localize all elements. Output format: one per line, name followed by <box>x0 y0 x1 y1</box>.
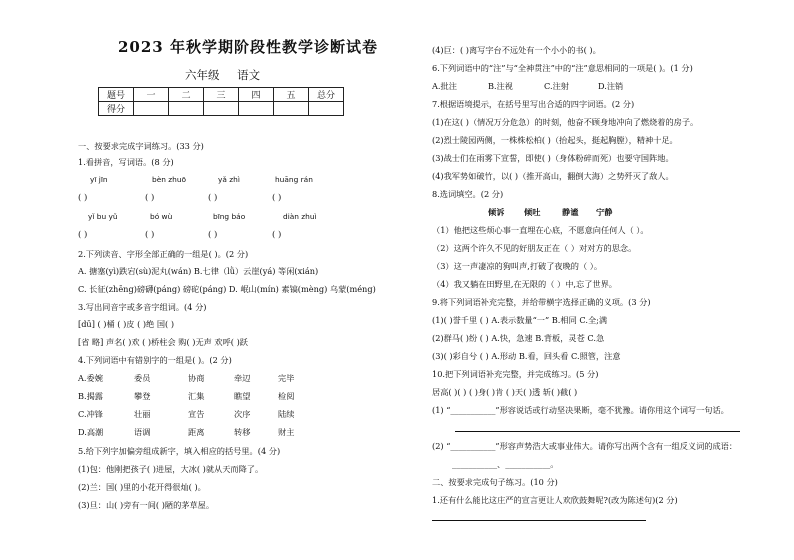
pinyin-7: bīng báo <box>213 212 246 221</box>
question-7-item-1: (1)在这( )（情况万分危急）的时刻，他奋不顾身地冲向了燃烧着的房子。 <box>432 117 699 127</box>
score-header-cell: 三 <box>204 88 239 102</box>
pinyin-4: huāng rán <box>275 175 313 184</box>
word: 牵辺 <box>234 373 251 383</box>
answer-paren[interactable]: ( ) <box>208 193 218 203</box>
question-3-row-1: [dū] ( )桶 ( )皮 ( )绝 国( ) <box>78 319 175 329</box>
question-5: 5.给下列字加偏旁组成新字，填入相应的括号里。(4 分) <box>78 446 281 456</box>
score-cell[interactable] <box>169 102 204 116</box>
question-10-item-2: (2) “___________”形容声势浩大或事业伟大。请你写出两个含有一组反义词的成语： <box>432 441 738 451</box>
answer-paren[interactable]: ( ) <box>78 193 88 203</box>
score-cell[interactable] <box>134 102 169 116</box>
question-7-item-2: (2)烈士陵园两侧，一株株松柏( )（抬起头，挺起胸膛），精神十足。 <box>432 135 678 145</box>
word: D.高潮 <box>78 427 104 437</box>
question-10: 10.把下列词语补充完整，并完成练习。(5 分) <box>432 369 599 379</box>
word: B.揭露 <box>78 391 103 401</box>
word: 财主 <box>278 427 295 437</box>
word-bank-item: 倾诉 <box>488 207 505 217</box>
word: 次序 <box>234 409 251 419</box>
word: 汇集 <box>188 391 205 401</box>
pinyin-1: yī jīn <box>90 175 108 184</box>
word: 语调 <box>134 427 151 437</box>
score-header-cell: 总分 <box>309 88 344 102</box>
question-10-answer: ___________、___________。 <box>452 459 559 469</box>
word: 距离 <box>188 427 205 437</box>
answer-line[interactable] <box>455 430 740 432</box>
question-4-words <box>78 373 398 453</box>
question-5-item-2: (2)兰：国( )里的小花开得很灿( )。 <box>78 482 206 492</box>
word: A.委婉 <box>78 373 103 383</box>
question-2-option-ab: A. 搪塞(yì)跌宕(sù)泥丸(wán) B.七律（lǜ）云崖(yá) 等闲(xián) <box>78 266 319 276</box>
question-7-item-3: (3)战士们在雨雾下宣誓，即使( )（身体粉碎而死）也要守国阵地。 <box>432 153 674 163</box>
score-cell[interactable] <box>204 102 239 116</box>
question-7-item-4: (4)我军势如破竹，以( )（推开高山，翻倒大海）之势歼灭了敌人。 <box>432 171 674 181</box>
question-5-item-3: (3)旦：山( )旁有一间( )陋的茅草屋。 <box>78 500 215 510</box>
question-8-item-1: （1）他把这些烦心事一直埋在心底，不愿意向任何人（ ）。 <box>432 225 649 235</box>
score-header-cell: 一 <box>134 88 169 102</box>
score-table-header-row <box>99 88 344 102</box>
question-8-item-4: （4）我又躺在田野里,在无限的（ ）中,忘了世界。 <box>432 279 617 289</box>
question-1: 1.看拼音，写词语。(8 分) <box>78 157 174 167</box>
option-c[interactable]: C.注射 <box>544 81 569 91</box>
word: 宣告 <box>188 409 205 419</box>
question-4: 4.下列词语中有错别字的一组是( )。(2 分) <box>78 355 232 365</box>
option-b[interactable]: B.注视 <box>488 81 513 91</box>
score-cell[interactable] <box>274 102 309 116</box>
answer-paren[interactable]: ( ) <box>208 230 218 240</box>
question-7: 7.根据语境提示，在括号里写出合适的四字词语。(2 分) <box>432 99 635 109</box>
question-8-word-bank <box>488 207 688 219</box>
score-header-cell: 二 <box>169 88 204 102</box>
score-header-cell: 四 <box>239 88 274 102</box>
word-bank-item: 宁静 <box>596 207 613 217</box>
score-cell[interactable] <box>239 102 274 116</box>
question-8: 8.选词填空。(2 分) <box>432 189 504 199</box>
answer-paren[interactable]: ( ) <box>272 230 282 240</box>
score-header-cell: 五 <box>274 88 309 102</box>
word-bank-item: 倾吐 <box>524 207 541 217</box>
question-3: 3.写出同音字或多音字组词。(4 分) <box>78 302 207 312</box>
pinyin-2: bèn zhuō <box>152 175 187 184</box>
word: 完毕 <box>278 373 295 383</box>
question-6: 6.下列词语中的“注”与“全神贯注”中的“注”意思相同的一项是( )。(1 分) <box>432 63 693 73</box>
answer-paren[interactable]: ( ) <box>145 230 155 240</box>
question-6-options <box>432 81 762 93</box>
pinyin-3: yǎ zhì <box>218 175 240 184</box>
sentence-question-1: 1.还有什么能比这庄严的宣言更让人欢欣鼓舞呢?(改为陈述句)(2 分) <box>432 495 678 505</box>
pinyin-8: diàn zhuì <box>283 212 317 221</box>
pinyin-6: bó wù <box>150 212 173 221</box>
word: 陆续 <box>278 409 295 419</box>
word: 攀登 <box>134 391 151 401</box>
option-a[interactable]: A.批注 <box>432 81 457 91</box>
word-bank-item: 静谧 <box>562 207 579 217</box>
question-2: 2.下列读音、字形全部正确的一组是( )。(2 分) <box>78 249 249 259</box>
question-2-option-cd: C. 长征(zhēng)磅礴(páng) 磅砣(páng) D. 岷山(mín) 素镐(mèng) 乌蒙(méng) <box>78 284 376 294</box>
word: 壮丽 <box>134 409 151 419</box>
word: 委员 <box>134 373 151 383</box>
question-9-item-1: (1)( )誉千里 ( ) A.表示数量“一” B.相同 C.全;满 <box>432 315 608 325</box>
answer-paren[interactable]: ( ) <box>78 230 88 240</box>
question-3-row-2: [省 略] 声名( )欢 ( )桥柱会 购( )无声 欢呼( )跃 <box>78 337 248 347</box>
option-d[interactable]: D.注销 <box>598 81 624 91</box>
pinyin-5: yǐ bu yǔ <box>88 212 118 221</box>
word: 协商 <box>188 373 205 383</box>
question-10-item-1: (1) “___________”形容说话或行动坚决果断，毫不犹豫。请你用这个词写一句话。 <box>432 405 729 415</box>
word: 检阅 <box>278 391 295 401</box>
section-1-heading: 一、按要求完成字词练习。(33 分) <box>78 141 204 151</box>
question-5-item-4: (4)巨：( )离写字台不远处有一个小小的书( )。 <box>432 45 601 55</box>
question-8-item-2: （2）这两个许久不见的好朋友正在（ ）对对方的思念。 <box>432 243 637 253</box>
score-table <box>98 87 344 116</box>
score-header-cell: 题号 <box>99 88 134 102</box>
score-cell[interactable] <box>309 102 344 116</box>
question-9-item-3: (3)( )彩自兮 ( ) A.形动 B.看，回头看 C.照管，注意 <box>432 351 621 361</box>
exam-subtitle: 六年级 语文 <box>185 68 261 82</box>
word: 转移 <box>234 427 251 437</box>
word: 瞧望 <box>234 391 251 401</box>
question-8-item-3: （3）这一声凄凉的狗叫声,打破了夜晚的（ ）。 <box>432 261 603 271</box>
question-10-idioms: 居高( )( ) ( )身( )肯 ( )天( )透 斩( )截( ) <box>432 387 578 397</box>
score-row-label: 得分 <box>99 102 134 116</box>
exam-title: 2023 年秋学期阶段性教学诊断试卷 <box>118 38 378 56</box>
word: C.冲锋 <box>78 409 103 419</box>
answer-line[interactable] <box>432 519 646 521</box>
section-2-heading: 二、按要求完成句子练习。(10 分) <box>432 477 558 487</box>
question-9: 9.将下列词语补充完整，并给带横字选择正确的义项。(3 分) <box>432 297 651 307</box>
score-table-score-row <box>99 102 344 116</box>
answer-paren[interactable]: ( ) <box>272 193 282 203</box>
question-9-item-2: (2)群马( )纷 ( ) A.快，急速 B.背板，灵苍 C.急 <box>432 333 605 343</box>
question-5-item-1: (1)包：他刚把孩子( )进屋，大冰( )就从天而降了。 <box>78 464 264 474</box>
answer-paren[interactable]: ( ) <box>145 193 155 203</box>
